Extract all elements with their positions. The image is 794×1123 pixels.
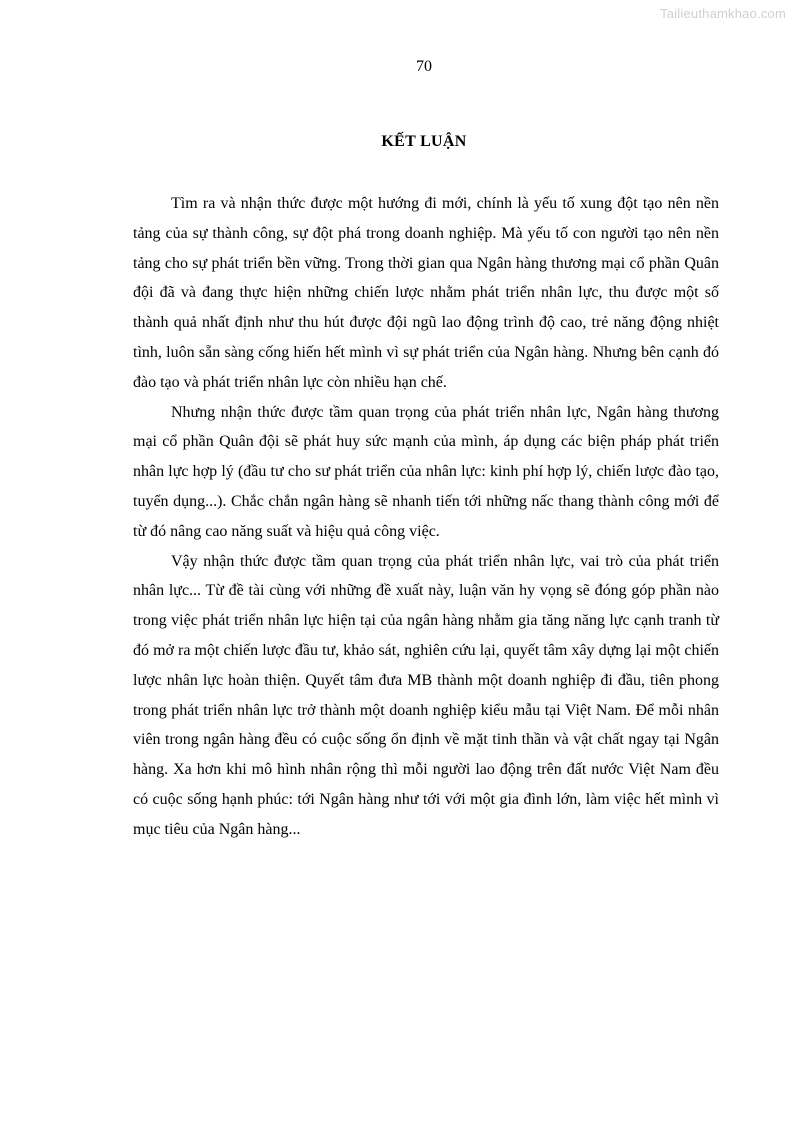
page-number: 70: [416, 58, 432, 75]
watermark: Tailieuthamkhao.com: [660, 6, 786, 21]
body-text: [133, 189, 719, 845]
paragraph: Nhưng nhận thức được tầm quan trọng của phát triển nhân lực, Ngân hàng thương mại cổ phần Quân đội sẽ phát huy sức mạnh của mình, áp dụng các biện pháp phát triển nhân lực hợp lý (đầu tư cho sư phát triển của nhân lực: kinh phí hợp lý, chiến lược đào tạo, tuyển dụng...). Chắc chắn ngân hàng sẽ nhanh tiến tới những nấc thang thành công mới để từ đó nâng cao năng suất và hiệu quả công việc.: [133, 403, 719, 540]
paragraph: Vậy nhận thức được tầm quan trọng của phát triển nhân lực, vai trò của phát triển nhân lực... Từ đề tài cùng với những đề xuất này, luận văn hy vọng sẽ đóng góp phần nào trong việc phát triển nhân lực hiện tại của ngân hàng nhằm gia tăng năng lực cạnh tranh từ đó mở ra một chiến lược đầu tư, khảo sát, nghiên cứu lại, quyết tâm xây dựng lại một chiến lược nhân lực hoàn thiện. Quyết tâm đưa MB thành một doanh nghiệp đi đầu, tiên phong trong phát triển nhân lực trở thành một doanh nghiệp kiểu mẫu tại Việt Nam. Để mỗi nhân viên trong ngân hàng đều có cuộc sống ổn định về mặt tinh thần và vật chất ngay tại Ngân hàng. Xa hơn khi mô hình nhân rộng thì mỗi người lao động trên đất nước Việt Nam đều có cuộc sống hạnh phúc: tới Ngân hàng như tới với một gia đình lớn, làm việc hết mình vì mục tiêu của Ngân hàng...: [133, 552, 719, 838]
page-title: KẾT LUẬN: [381, 133, 467, 150]
paragraph: Tìm ra và nhận thức được một hướng đi mới, chính là yếu tố xung đột tạo nên nền tảng của sự thành công, sự đột phá trong doanh nghiệp. Mà yếu tố con người tạo nên nền tảng cho sự phát triển bền vững. Trong thời gian qua Ngân hàng thương mại cổ phần Quân đội đã và đang thực hiện những chiến lược nhằm phát triển nhân lực, thu được một số thành quả nhất định như thu hút được đội ngũ lao động trình độ cao, trẻ năng động nhiệt tình, luôn sẵn sàng cống hiến hết mình vì sự phát triển của Ngân hàng. Nhưng bên cạnh đó đào tạo và phát triển nhân lực còn nhiều hạn chế.: [133, 195, 719, 391]
